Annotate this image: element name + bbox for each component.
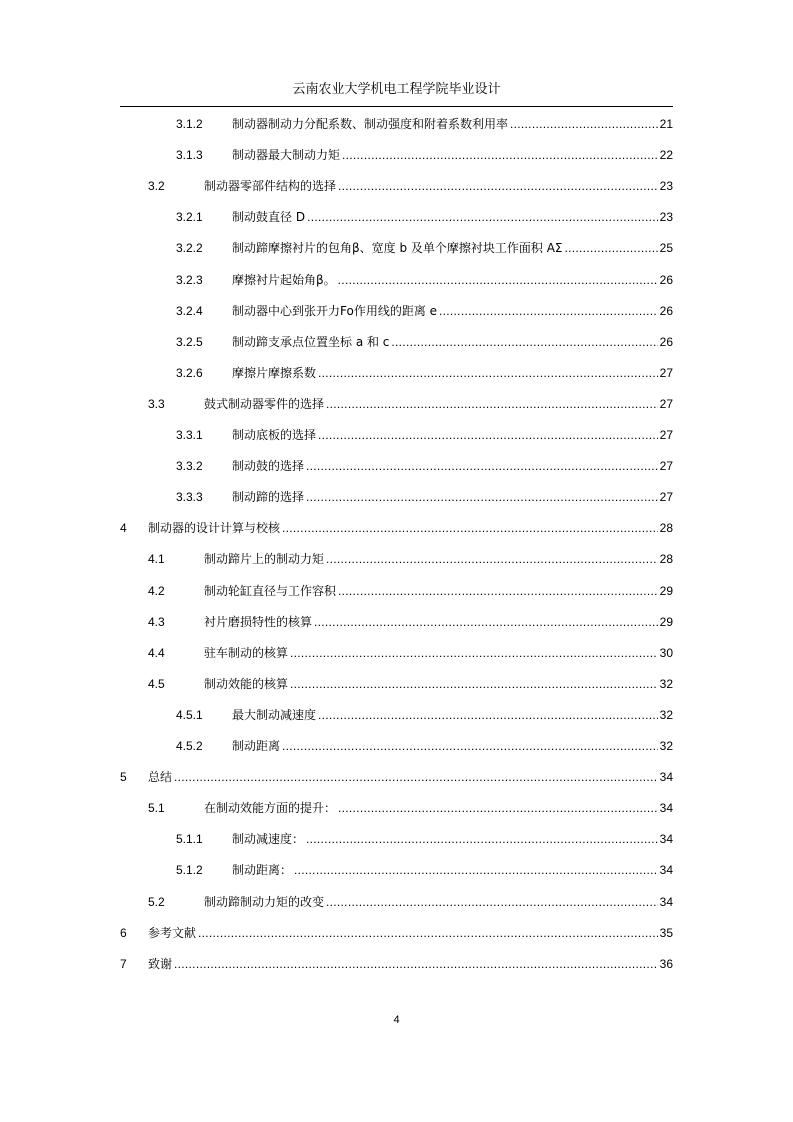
toc-entry[interactable] (176, 301, 673, 321)
toc-entry[interactable] (148, 394, 673, 414)
toc-entry-number: 3.3.1 (176, 428, 203, 442)
toc-entry-page: 26 (659, 273, 673, 287)
toc-entry-number: 5.1 (148, 801, 165, 815)
toc-entry-page: 23 (659, 179, 673, 193)
toc-entry-title: 制动器制动力分配系数、制动强度和附着系数利用率 (232, 117, 509, 131)
dot-leader (391, 332, 657, 352)
toc-entry-title: 摩擦衬片起始角β。 (232, 273, 336, 287)
toc-entry[interactable] (148, 892, 673, 912)
toc-entry-page: 34 (659, 832, 673, 846)
toc-entry-page: 29 (659, 584, 673, 598)
toc-entry-page: 34 (659, 770, 673, 784)
toc-entry-title: 参考文献 (148, 926, 197, 940)
toc-entry-title: 制动蹄的选择 (232, 490, 305, 504)
toc-entry-title: 制动减速度： (232, 832, 305, 846)
header-rule (120, 106, 673, 107)
toc-entry-page: 28 (659, 521, 673, 535)
toc-entry-page: 32 (659, 677, 673, 691)
toc-entry[interactable] (148, 549, 673, 569)
dot-leader (174, 767, 658, 787)
toc-entry-number: 3.2.6 (176, 366, 203, 380)
toc-entry-page: 27 (659, 459, 673, 473)
toc-entry-number: 3.2.4 (176, 304, 203, 318)
toc-entry-title: 制动器中心到张开力Fo作用线的距离 e (232, 304, 438, 318)
toc-entry-number: 5.2 (148, 895, 165, 909)
toc-entry-page: 27 (659, 366, 673, 380)
toc-entry-title: 制动蹄支承点位置坐标 a 和 c (232, 335, 390, 349)
toc-entry-title: 致谢 (148, 957, 173, 971)
toc-entry[interactable] (176, 207, 673, 227)
toc-entry-number: 4.5 (148, 677, 165, 691)
toc-entry-number: 4.3 (148, 615, 165, 629)
dot-leader (282, 736, 658, 756)
toc-entry-page: 25 (659, 241, 673, 255)
toc-entry[interactable] (120, 923, 673, 943)
toc-entry-title: 制动鼓的选择 (232, 459, 305, 473)
toc-entry-title: 衬片磨损特性的核算 (204, 615, 313, 629)
toc-entry-number: 3.1.3 (176, 148, 203, 162)
toc-entry-number: 3.2 (148, 179, 165, 193)
toc-entry[interactable] (148, 176, 673, 196)
toc-entry-title: 总结 (148, 770, 173, 784)
dot-leader (318, 425, 658, 445)
toc-entry-page: 23 (659, 210, 673, 224)
toc-entry[interactable] (176, 363, 673, 383)
toc-entry-number: 4.2 (148, 584, 165, 598)
toc-entry-title: 制动蹄摩擦衬片的包角β、宽度 b 及单个摩擦衬块工作面积 AΣ (232, 241, 563, 255)
toc-entry-page: 32 (659, 708, 673, 722)
toc-entry[interactable] (120, 954, 673, 974)
toc-entry-title: 制动蹄片上的制动力矩 (204, 552, 325, 566)
toc-entry-number: 3.1.2 (176, 117, 203, 131)
toc-entry[interactable] (176, 425, 673, 445)
toc-entry-page: 27 (659, 397, 673, 411)
toc-entry-title: 制动器最大制动力矩 (232, 148, 341, 162)
toc-entry-title: 制动器的设计计算与校核 (148, 521, 281, 535)
toc-entry-page: 26 (659, 335, 673, 349)
toc-entry[interactable] (148, 612, 673, 632)
toc-entry-page: 21 (659, 117, 673, 131)
toc-entry-title: 驻车制动的核算 (204, 646, 289, 660)
toc-entry-page: 22 (659, 148, 673, 162)
toc-entry-title: 制动底板的选择 (232, 428, 317, 442)
dot-leader (326, 892, 658, 912)
toc-entry[interactable] (120, 767, 673, 787)
toc-entry-number: 3.3.2 (176, 459, 203, 473)
toc-entry-title: 在制动效能方面的提升： (204, 801, 337, 815)
toc-entry-number: 4.1 (148, 552, 165, 566)
toc-entry[interactable] (176, 487, 673, 507)
dot-leader (338, 270, 658, 290)
toc-entry-number: 4.4 (148, 646, 165, 660)
dot-leader (326, 394, 658, 414)
dot-leader (510, 114, 658, 134)
toc-entry[interactable] (176, 829, 673, 849)
toc-entry-number: 4 (120, 521, 127, 535)
running-header: 云南农业大学机电工程学院毕业设计 (292, 82, 501, 97)
toc-entry-number: 3.2.5 (176, 335, 203, 349)
toc-entry-number: 5.1.2 (176, 863, 203, 877)
toc-entry-title: 制动轮缸直径与工作容积 (204, 584, 337, 598)
toc-entry[interactable] (176, 332, 673, 352)
toc-entry-number: 3.2.3 (176, 273, 203, 287)
toc-entry-page: 32 (659, 739, 673, 753)
dot-leader (306, 487, 658, 507)
toc-entry-title: 鼓式制动器零件的选择 (204, 397, 325, 411)
dot-leader (439, 301, 658, 321)
toc-entry-number: 5 (120, 770, 127, 784)
dot-leader (342, 145, 658, 165)
toc-entry-page: 27 (659, 428, 673, 442)
dot-leader (318, 705, 658, 725)
toc-entry[interactable] (120, 518, 673, 538)
toc-entry-number: 5.1.1 (176, 832, 203, 846)
dot-leader (198, 923, 658, 943)
toc-entry-page: 34 (659, 895, 673, 909)
page-number: 4 (393, 1014, 400, 1026)
dot-leader (294, 860, 658, 880)
dot-leader (290, 643, 658, 663)
toc-entry-page: 34 (659, 801, 673, 815)
toc-entry-page: 29 (659, 615, 673, 629)
dot-leader (290, 674, 658, 694)
toc-entry-number: 3.2.2 (176, 241, 203, 255)
toc-entry[interactable] (176, 456, 673, 476)
dot-leader (326, 549, 658, 569)
toc-entry-title: 制动蹄制动力矩的改变 (204, 895, 325, 909)
dot-leader (306, 829, 658, 849)
toc-entry[interactable] (148, 643, 673, 663)
dot-leader (307, 207, 658, 227)
toc-entry[interactable] (148, 674, 673, 694)
toc-entry-number: 4.5.1 (176, 708, 203, 722)
toc-entry-title: 制动效能的核算 (204, 677, 289, 691)
toc-entry-number: 6 (120, 926, 127, 940)
dot-leader (338, 176, 658, 196)
toc-entry[interactable] (176, 270, 673, 290)
toc-entry[interactable] (176, 860, 673, 880)
toc-entry-page: 30 (659, 646, 673, 660)
toc-entry-number: 3.3 (148, 397, 165, 411)
toc-entry-title: 制动器零部件结构的选择 (204, 179, 337, 193)
dot-leader (338, 798, 658, 818)
toc-entry-page: 34 (659, 863, 673, 877)
dot-leader (318, 363, 658, 383)
toc-entry[interactable] (176, 145, 673, 165)
dot-leader (338, 581, 658, 601)
toc-entry[interactable] (176, 238, 673, 258)
dot-leader (174, 954, 658, 974)
toc-entry-number: 3.3.3 (176, 490, 203, 504)
toc-entry-page: 27 (659, 490, 673, 504)
toc-entry[interactable] (176, 114, 673, 134)
toc-entry-page: 28 (659, 552, 673, 566)
toc-entry[interactable] (176, 736, 673, 756)
toc-entry[interactable] (148, 798, 673, 818)
toc-entry-number: 7 (120, 957, 127, 971)
dot-leader (314, 612, 658, 632)
dot-leader (282, 518, 658, 538)
toc-entry[interactable] (176, 705, 673, 725)
toc-entry-title: 制动距离： (232, 863, 293, 877)
toc-entry[interactable] (148, 581, 673, 601)
toc-entry-title: 制动距离 (232, 739, 281, 753)
dot-leader (565, 238, 658, 258)
toc-entry-title: 制动鼓直径 D (232, 210, 306, 224)
toc-entry-number: 3.2.1 (176, 210, 203, 224)
toc-entry-number: 4.5.2 (176, 739, 203, 753)
toc-entry-page: 26 (659, 304, 673, 318)
toc-entry-title: 最大制动减速度 (232, 708, 317, 722)
dot-leader (306, 456, 658, 476)
toc-entry-page: 36 (659, 957, 673, 971)
toc-entry-title: 摩擦片摩擦系数 (232, 366, 317, 380)
toc-entry-page: 35 (659, 926, 673, 940)
